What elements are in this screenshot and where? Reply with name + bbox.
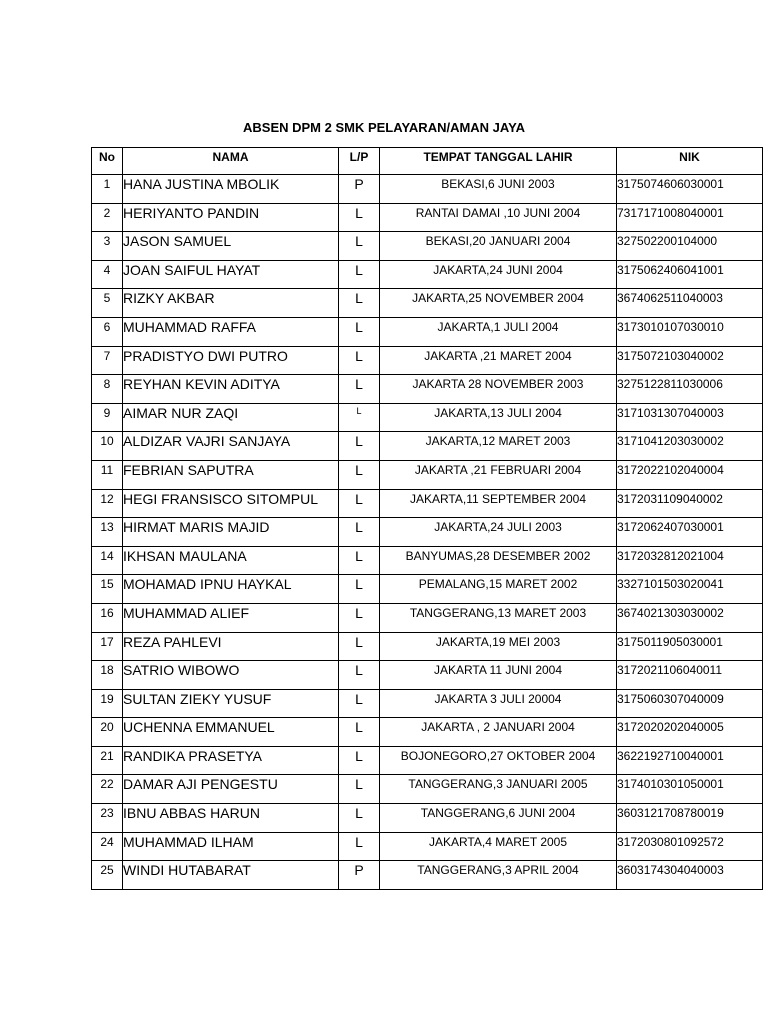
cell-tempat-tanggal-lahir: JAKARTA 11 JUNI 2004: [380, 661, 617, 690]
cell-no: 23: [92, 804, 123, 833]
cell-lp: L: [339, 260, 380, 289]
cell-tempat-tanggal-lahir: PEMALANG,15 MARET 2002: [380, 575, 617, 604]
cell-tempat-tanggal-lahir: JAKARTA,13 JULI 2004: [380, 403, 617, 432]
table-header-row: [92, 148, 763, 175]
cell-nik: 3173010107030010: [617, 317, 763, 346]
header-no: No: [92, 148, 123, 175]
cell-tempat-tanggal-lahir: JAKARTA,24 JUNI 2004: [380, 260, 617, 289]
cell-nama: HERIYANTO PANDIN: [123, 203, 339, 232]
cell-nama: HIRMAT MARIS MAJID: [123, 518, 339, 547]
cell-no: 11: [92, 460, 123, 489]
cell-nama: UCHENNA EMMANUEL: [123, 718, 339, 747]
cell-nik: 3174010301050001: [617, 775, 763, 804]
cell-tempat-tanggal-lahir: JAKARTA,1 JULI 2004: [380, 317, 617, 346]
cell-lp: L: [339, 689, 380, 718]
cell-tempat-tanggal-lahir: JAKARTA,4 MARET 2005: [380, 832, 617, 861]
cell-nama: DAMAR AJI PENGESTU: [123, 775, 339, 804]
cell-tempat-tanggal-lahir: JAKARTA ,21 MARET 2004: [380, 346, 617, 375]
table-row: [92, 546, 763, 575]
cell-nama: JASON SAMUEL: [123, 232, 339, 261]
cell-nik: 3327101503020041: [617, 575, 763, 604]
cell-nik: 3172031109040002: [617, 489, 763, 518]
cell-no: 13: [92, 518, 123, 547]
cell-nama: AIMAR NUR ZAQI: [123, 403, 339, 432]
cell-nik: 3172021106040011: [617, 661, 763, 690]
cell-no: 9: [92, 403, 123, 432]
cell-no: 17: [92, 632, 123, 661]
table-row: [92, 317, 763, 346]
cell-no: 4: [92, 260, 123, 289]
cell-nama: ALDIZAR VAJRI SANJAYA: [123, 432, 339, 461]
table-row: [92, 661, 763, 690]
cell-nama: MUHAMMAD ILHAM: [123, 832, 339, 861]
table-row: [92, 460, 763, 489]
cell-no: 18: [92, 661, 123, 690]
cell-lp: P: [339, 861, 380, 890]
cell-lp: L: [339, 289, 380, 318]
cell-lp: L: [339, 375, 380, 404]
cell-nik: 3172022102040004: [617, 460, 763, 489]
cell-no: 16: [92, 603, 123, 632]
cell-lp: L: [339, 232, 380, 261]
cell-tempat-tanggal-lahir: BANYUMAS,28 DESEMBER 2002: [380, 546, 617, 575]
cell-nik: 3603121708780019: [617, 804, 763, 833]
cell-lp: L: [339, 432, 380, 461]
cell-no: 3: [92, 232, 123, 261]
header-lp: L/P: [339, 148, 380, 175]
cell-tempat-tanggal-lahir: TANGGERANG,3 JANUARI 2005: [380, 775, 617, 804]
cell-nama: REZA PAHLEVI: [123, 632, 339, 661]
cell-no: 25: [92, 861, 123, 890]
cell-no: 2: [92, 203, 123, 232]
cell-nik: 3622192710040001: [617, 746, 763, 775]
cell-tempat-tanggal-lahir: JAKARTA,25 NOVEMBER 2004: [380, 289, 617, 318]
table-row: [92, 861, 763, 890]
cell-nama: WINDI HUTABARAT: [123, 861, 339, 890]
cell-nik: 3674062511040003: [617, 289, 763, 318]
cell-no: 21: [92, 746, 123, 775]
cell-tempat-tanggal-lahir: JAKARTA ,21 FEBRUARI 2004: [380, 460, 617, 489]
cell-lp: L: [339, 346, 380, 375]
cell-nik: 3175072103040002: [617, 346, 763, 375]
table-row: [92, 632, 763, 661]
cell-nama: SATRIO WIBOWO: [123, 661, 339, 690]
cell-lp: L: [339, 317, 380, 346]
cell-nik: 3674021303030002: [617, 603, 763, 632]
table-row: [92, 718, 763, 747]
cell-tempat-tanggal-lahir: JAKARTA,19 MEI 2003: [380, 632, 617, 661]
cell-nama: RIZKY AKBAR: [123, 289, 339, 318]
cell-nik: 3172020202040005: [617, 718, 763, 747]
table-row: [92, 746, 763, 775]
cell-nik: 3603174304040003: [617, 861, 763, 890]
cell-lp: L: [339, 518, 380, 547]
cell-tempat-tanggal-lahir: JAKARTA , 2 JANUARI 2004: [380, 718, 617, 747]
cell-tempat-tanggal-lahir: JAKARTA 28 NOVEMBER 2003: [380, 375, 617, 404]
table-row: [92, 489, 763, 518]
cell-nik: 3175062406041001: [617, 260, 763, 289]
cell-nik: 7317171008040001: [617, 203, 763, 232]
cell-nama: REYHAN KEVIN ADITYA: [123, 375, 339, 404]
table-row: [92, 175, 763, 204]
cell-no: 1: [92, 175, 123, 204]
cell-no: 7: [92, 346, 123, 375]
cell-lp: L: [339, 775, 380, 804]
table-row: [92, 346, 763, 375]
cell-lp: L: [339, 403, 380, 432]
cell-no: 19: [92, 689, 123, 718]
cell-lp: L: [339, 460, 380, 489]
cell-no: 20: [92, 718, 123, 747]
cell-tempat-tanggal-lahir: TANGGERANG,13 MARET 2003: [380, 603, 617, 632]
cell-lp: L: [339, 661, 380, 690]
cell-no: 12: [92, 489, 123, 518]
cell-tempat-tanggal-lahir: JAKARTA,12 MARET 2003: [380, 432, 617, 461]
table-row: [92, 775, 763, 804]
document-title: ABSEN DPM 2 SMK PELAYARAN/AMAN JAYA: [243, 120, 525, 135]
cell-nama: RANDIKA PRASETYA: [123, 746, 339, 775]
cell-lp: L: [339, 632, 380, 661]
cell-lp: L: [339, 718, 380, 747]
header-nik: NIK: [617, 148, 763, 175]
table-row: [92, 289, 763, 318]
cell-nama: FEBRIAN SAPUTRA: [123, 460, 339, 489]
cell-nik: 3172030801092572: [617, 832, 763, 861]
table-row: [92, 518, 763, 547]
cell-lp: L: [339, 746, 380, 775]
cell-nik: 3275122811030006: [617, 375, 763, 404]
cell-no: 10: [92, 432, 123, 461]
cell-lp: L: [339, 832, 380, 861]
table-row: [92, 232, 763, 261]
cell-nama: MOHAMAD IPNU HAYKAL: [123, 575, 339, 604]
table-row: [92, 832, 763, 861]
cell-lp: L: [339, 804, 380, 833]
table-row: [92, 203, 763, 232]
table-row: [92, 260, 763, 289]
table-row: [92, 575, 763, 604]
cell-lp: L: [339, 575, 380, 604]
table-row: [92, 689, 763, 718]
cell-nik: 327502200104000: [617, 232, 763, 261]
cell-lp: L: [339, 603, 380, 632]
cell-tempat-tanggal-lahir: BOJONEGORO,27 OKTOBER 2004: [380, 746, 617, 775]
cell-tempat-tanggal-lahir: BEKASI,6 JUNI 2003: [380, 175, 617, 204]
cell-tempat-tanggal-lahir: JAKARTA,24 JULI 2003: [380, 518, 617, 547]
cell-lp: L: [339, 546, 380, 575]
cell-lp: P: [339, 175, 380, 204]
cell-no: 5: [92, 289, 123, 318]
cell-no: 22: [92, 775, 123, 804]
table-row: [92, 804, 763, 833]
cell-nama: MUHAMMAD ALIEF: [123, 603, 339, 632]
cell-nama: SULTAN ZIEKY YUSUF: [123, 689, 339, 718]
cell-lp: L: [339, 203, 380, 232]
cell-nama: IKHSAN MAULANA: [123, 546, 339, 575]
cell-nik: 3172032812021004: [617, 546, 763, 575]
cell-lp: L: [339, 489, 380, 518]
cell-tempat-tanggal-lahir: BEKASI,20 JANUARI 2004: [380, 232, 617, 261]
cell-tempat-tanggal-lahir: TANGGERANG,6 JUNI 2004: [380, 804, 617, 833]
attendance-table: [91, 147, 763, 890]
cell-nik: 3171041203030002: [617, 432, 763, 461]
table-row: [92, 403, 763, 432]
cell-nama: IBNU ABBAS HARUN: [123, 804, 339, 833]
cell-no: 8: [92, 375, 123, 404]
cell-tempat-tanggal-lahir: RANTAI DAMAI ,10 JUNI 2004: [380, 203, 617, 232]
cell-no: 6: [92, 317, 123, 346]
cell-tempat-tanggal-lahir: TANGGERANG,3 APRIL 2004: [380, 861, 617, 890]
cell-nik: 3175011905030001: [617, 632, 763, 661]
cell-nama: JOAN SAIFUL HAYAT: [123, 260, 339, 289]
cell-nik: 3172062407030001: [617, 518, 763, 547]
header-tempat-tanggal-lahir: TEMPAT TANGGAL LAHIR: [380, 148, 617, 175]
cell-tempat-tanggal-lahir: JAKARTA,11 SEPTEMBER 2004: [380, 489, 617, 518]
cell-no: 24: [92, 832, 123, 861]
cell-no: 15: [92, 575, 123, 604]
table-row: [92, 603, 763, 632]
cell-nik: 3175060307040009: [617, 689, 763, 718]
cell-nama: HANA JUSTINA MBOLIK: [123, 175, 339, 204]
table-row: [92, 375, 763, 404]
header-nama: NAMA: [123, 148, 339, 175]
cell-nama: MUHAMMAD RAFFA: [123, 317, 339, 346]
cell-nik: 3175074606030001: [617, 175, 763, 204]
table-row: [92, 432, 763, 461]
cell-nik: 3171031307040003: [617, 403, 763, 432]
cell-nama: HEGI FRANSISCO SITOMPUL: [123, 489, 339, 518]
cell-no: 14: [92, 546, 123, 575]
cell-tempat-tanggal-lahir: JAKARTA 3 JULI 20004: [380, 689, 617, 718]
cell-nama: PRADISTYO DWI PUTRO: [123, 346, 339, 375]
